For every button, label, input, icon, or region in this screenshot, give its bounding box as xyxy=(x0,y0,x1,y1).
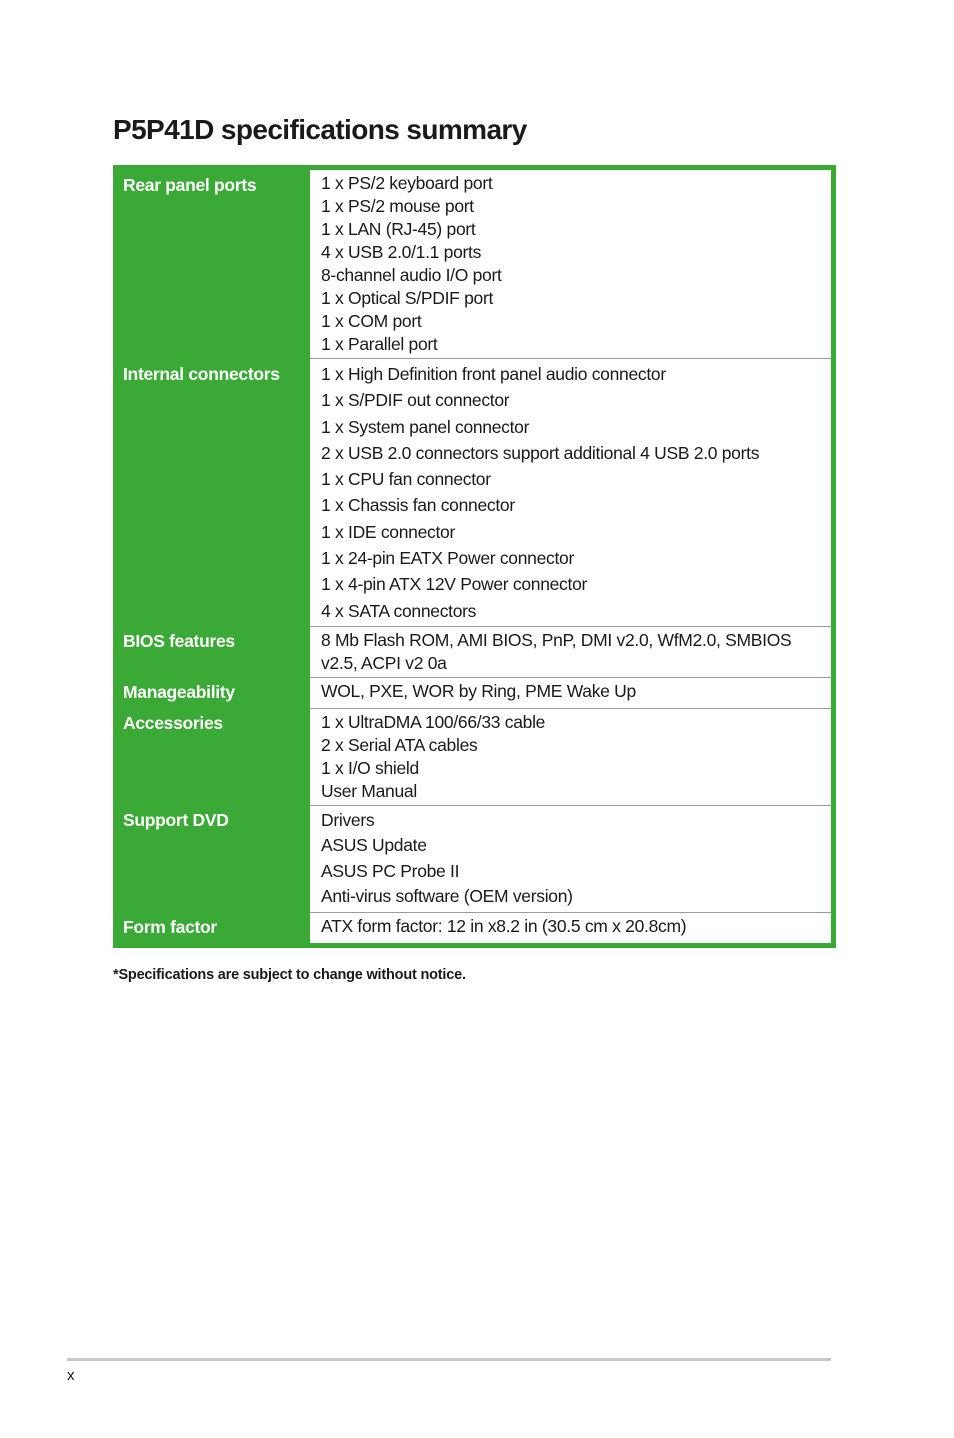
spec-value: 4 x SATA connectors xyxy=(321,600,477,621)
spec-values xyxy=(310,912,831,943)
spec-row-support-dvd xyxy=(118,805,831,912)
spec-value: 1 x IDE connector xyxy=(321,521,455,542)
spec-values xyxy=(310,170,831,359)
page-title: P5P41D specifications summary xyxy=(113,114,527,145)
spec-value: 1 x PS/2 mouse port xyxy=(321,196,474,216)
spec-value: 8-channel audio I/O port xyxy=(321,265,502,285)
spec-value: ASUS Update xyxy=(321,835,427,856)
spec-value: ASUS PC Probe II xyxy=(321,860,460,881)
spec-value: 1 x 4-pin ATX 12V Power connector xyxy=(321,574,588,595)
spec-values xyxy=(310,677,831,708)
spec-values xyxy=(310,626,831,677)
spec-value: 1 x Parallel port xyxy=(321,334,438,354)
spec-value: 2 x USB 2.0 connectors support additional 4 USB 2.0 ports xyxy=(321,442,760,463)
spec-label: Accessories xyxy=(118,708,310,805)
spec-value: 1 x S/PDIF out connector xyxy=(321,390,510,411)
spec-value: 1 x UltraDMA 100/66/33 cable xyxy=(321,711,546,732)
spec-value: 2 x Serial ATA cables xyxy=(321,734,478,755)
spec-row-bios-features xyxy=(118,626,831,677)
spec-label: Support DVD xyxy=(118,805,310,912)
spec-value: 1 x System panel connector xyxy=(321,416,530,437)
spec-value: 1 x LAN (RJ-45) port xyxy=(321,219,476,239)
spec-values xyxy=(310,359,831,627)
spec-value: 8 Mb Flash ROM, AMI BIOS, PnP, DMI v2.0, WfM2.0, SMBIOS v2.5, ACPI v2 0a xyxy=(321,629,792,673)
spec-label: Form factor xyxy=(118,912,310,943)
spec-value: 1 x I/O shield xyxy=(321,757,419,778)
spec-value: 1 x Optical S/PDIF port xyxy=(321,288,494,308)
spec-value: WOL, PXE, WOR by Ring, PME Wake Up xyxy=(321,680,636,701)
spec-value: Drivers xyxy=(321,809,375,830)
spec-value: 1 x COM port xyxy=(321,311,422,331)
spec-label: Manageability xyxy=(118,677,310,708)
spec-value: 1 x High Definition front panel audio connector xyxy=(321,364,666,384)
footer-divider xyxy=(67,1358,831,1361)
spec-row-form-factor xyxy=(118,912,831,943)
page-number: x xyxy=(67,1367,75,1384)
spec-label: Internal connectors xyxy=(118,359,310,627)
spec-values xyxy=(310,708,831,805)
spec-value: User Manual xyxy=(321,780,417,801)
spec-values xyxy=(310,805,831,912)
spec-value: 1 x Chassis fan connector xyxy=(321,495,515,516)
spec-value: Anti-virus software (OEM version) xyxy=(321,886,573,907)
spec-value: 1 x CPU fan connector xyxy=(321,469,491,490)
spec-row-rear-panel-ports xyxy=(118,170,831,359)
footnote: *Specifications are subject to change without notice. xyxy=(113,967,466,983)
spec-row-manageability xyxy=(118,677,831,708)
spec-value: 1 x 24-pin EATX Power connector xyxy=(321,548,575,569)
spec-row-accessories xyxy=(118,708,831,805)
spec-label: BIOS features xyxy=(118,626,310,677)
spec-value: ATX form factor: 12 in x8.2 in (30.5 cm x 20.8cm) xyxy=(321,915,687,936)
spec-value: 4 x USB 2.0/1.1 ports xyxy=(321,242,482,262)
spec-value: 1 x PS/2 keyboard port xyxy=(321,173,493,193)
spec-label: Rear panel ports xyxy=(118,170,310,359)
spec-row-internal-connectors xyxy=(118,359,831,627)
specifications-table xyxy=(113,165,836,948)
